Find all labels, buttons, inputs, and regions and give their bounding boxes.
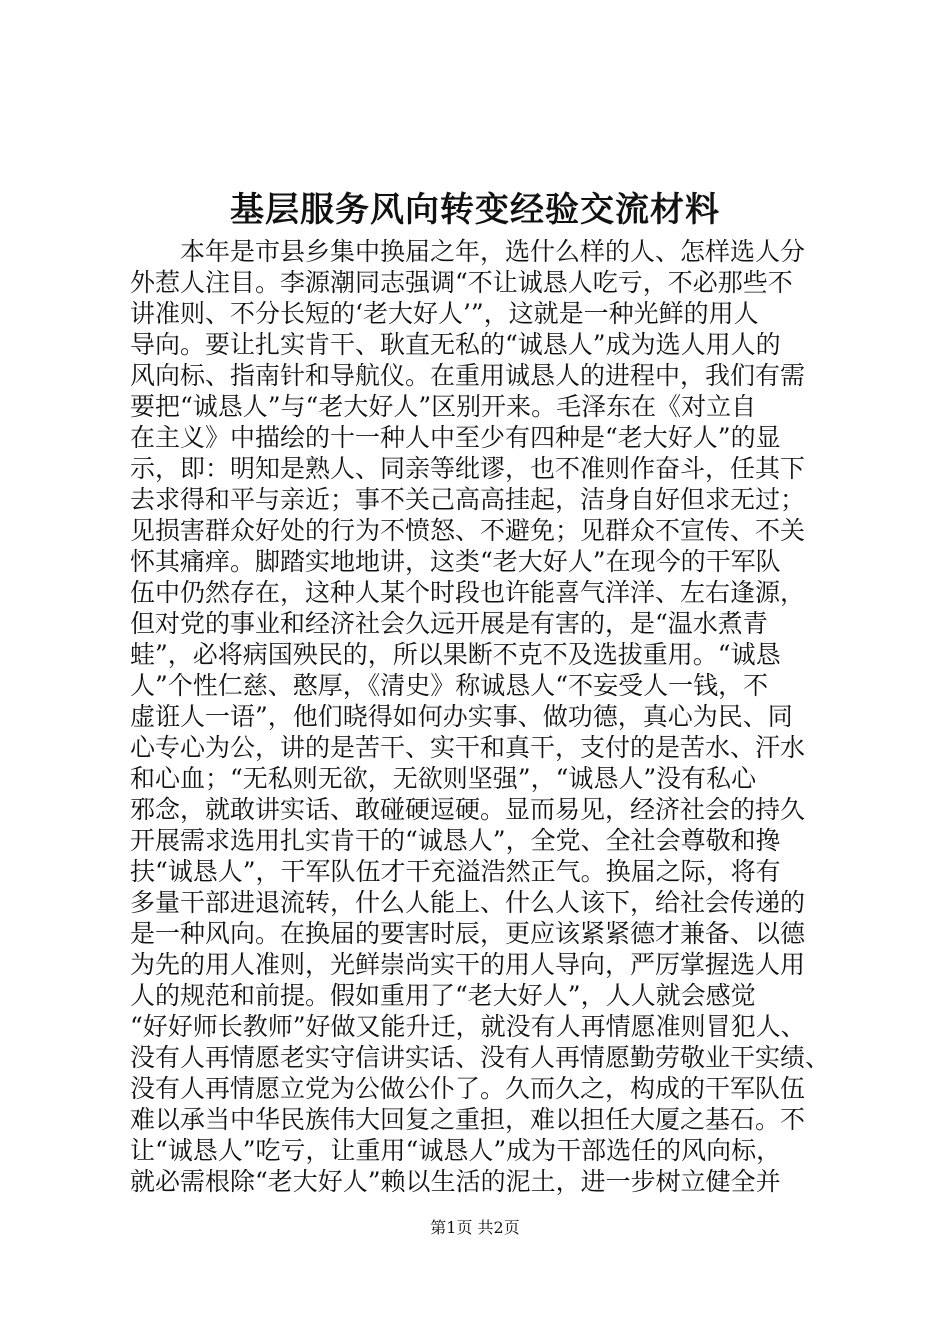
body-line: 没有人再情愿老实守信讲实话、没有人再情愿勤劳敬业干实绩、 — [130, 1043, 831, 1072]
body-line: 人的规范和前提。假如重用了“老大好人”，人人就会感觉 — [130, 981, 756, 1010]
body-line: 是一种风向。在换届的要害时辰，更应该紧紧德才兼备、以德 — [130, 919, 806, 948]
body-line: 要把“诚恳人”与“老大好人”区别开来。毛泽东在《对立自 — [130, 392, 757, 421]
body-line: 没有人再情愿立党为公做公仆了。久而久之，构成的干军队伍 — [130, 1074, 806, 1103]
body-line: 多量干部进退流转，什么人能上、什么人该下，给社会传递的 — [130, 888, 806, 917]
body-line: 导向。要让扎实肯干、耿直无私的“诚恳人”成为选人用人的 — [130, 330, 781, 359]
body-line: 见损害群众好处的行为不愤怒、不避免；见群众不宣传、不关 — [130, 516, 806, 545]
page-footer: 第1页 共2页 — [430, 1218, 520, 1237]
body-line: 邪念，就敢讲实话、敢碰硬逗硬。显而易见，经济社会的持久 — [130, 795, 806, 824]
body-line: 本年是市县乡集中换届之年，选什么样的人、怎样选人分 — [180, 237, 806, 266]
body-line: 难以承当中华民族伟大回复之重担，难以担任大厦之基石。不 — [130, 1105, 806, 1134]
body-line: 虚诳人一语”，他们晓得如何办实事、做功德，真心为民、同 — [130, 702, 793, 731]
body-line: 扶“诚恳人”，干军队伍才干充溢浩然正气。换届之际，将有 — [130, 857, 781, 886]
body-line: 就必需根除“老大好人”赖以生活的泥土，进一步树立健全并 — [130, 1167, 781, 1196]
body-line: 去求得和平与亲近；事不关己高高挂起，洁身自好但求无过； — [130, 485, 806, 514]
body-line: 怀其痛痒。脚踏实地地讲，这类“老大好人”在现今的干军队 — [130, 547, 781, 576]
body-line: 和心血；“无私则无欲，无欲则坚强”，“诚恳人”没有私心 — [130, 764, 757, 793]
body-line: 示，即：明知是熟人、同亲等纰谬，也不准则作奋斗，任其下 — [130, 454, 806, 483]
body-line: 开展需求选用扎实肯干的“诚恳人”，全党、全社会尊敬和搀 — [130, 826, 781, 855]
document-title: 基层服务风向转变经验交流材料 — [230, 190, 720, 230]
body-line: 让“诚恳人”吃亏，让重用“诚恳人”成为干部选任的风向标， — [130, 1136, 782, 1165]
body-line: 为先的用人准则，光鲜崇尚实干的用人导向，严厉掌握选人用 — [130, 950, 806, 979]
body-line: 外惹人注目。李源潮同志强调“不让诚恳人吃亏，不必那些不 — [130, 268, 793, 297]
body-line: 风向标、指南针和导航仪。在重用诚恳人的进程中，我们有需 — [130, 361, 806, 390]
body-line: 但对党的事业和经济社会久远开展是有害的，是“温水煮青 — [130, 609, 768, 638]
body-line: 人”个性仁慈、憨厚，《清史》称诚恳人“不妄受人一钱，不 — [130, 671, 769, 700]
body-line: 蛙”，必将病国殃民的，所以果断不克不及选拔重用。“诚恳 — [130, 640, 781, 669]
body-line: 伍中仍然存在，这种人某个时段也许能喜气洋洋、左右逢源， — [130, 578, 806, 607]
body-line: 在主义》中描绘的十一种人中至少有四种是“老大好人”的显 — [130, 423, 781, 452]
document-body — [130, 236, 830, 1197]
body-line: 讲准则、不分长短的‘老大好人’”，这就是一种光鲜的用人 — [130, 299, 759, 328]
body-line: 心专心为公，讲的是苦干、实干和真干，支付的是苦水、汗水 — [130, 733, 806, 762]
body-line: “好好师长教师”好做又能升迁，就没有人再情愿准则冒犯人、 — [130, 1012, 806, 1041]
